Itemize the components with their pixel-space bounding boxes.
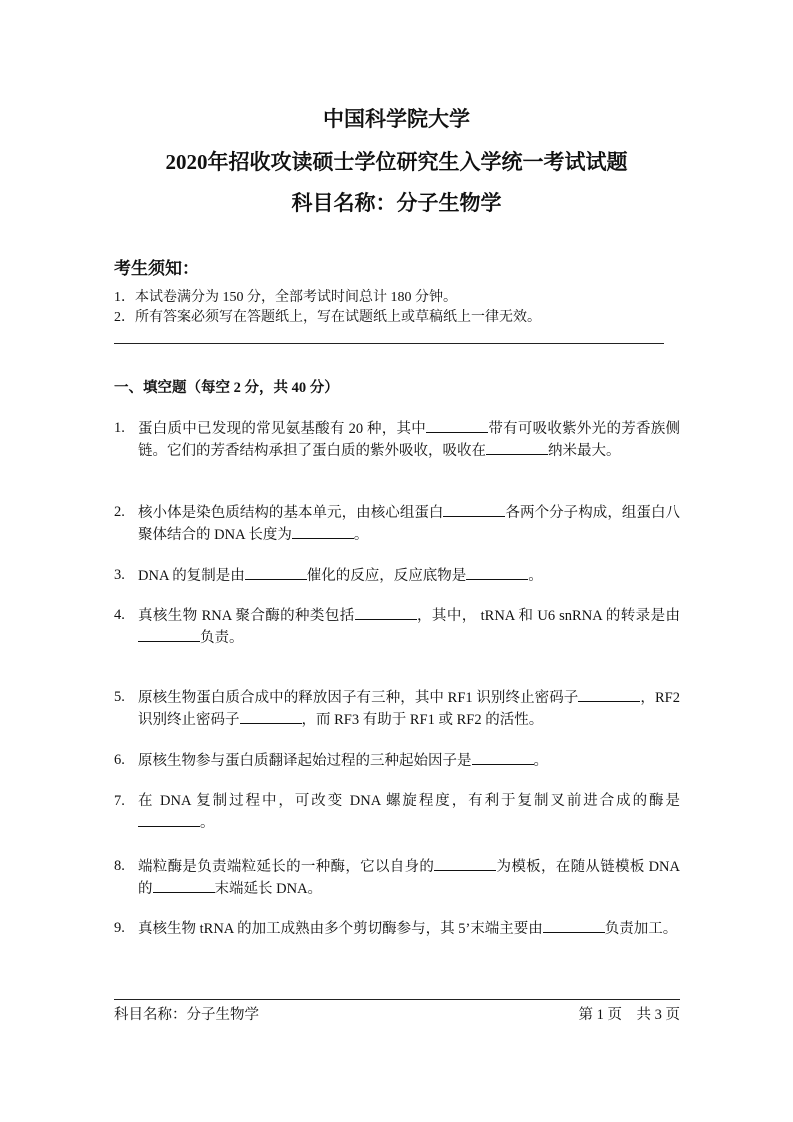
answer-blank <box>240 709 302 724</box>
question-number: 3. <box>114 567 125 583</box>
answer-blank <box>543 918 605 933</box>
question-segment: 真核生物 tRNA 的加工成熟由多个剪切酶参与，其 5’末端主要由 <box>138 921 543 937</box>
question-segment: 。 <box>528 568 543 584</box>
question-segment: ，RF2 识别终止密码子 <box>138 690 680 728</box>
question-segment: 催化的反应，反应底物是 <box>306 568 467 584</box>
question-segment: 负责加工。 <box>604 921 678 937</box>
question-segment: 核小体是染色质结构的基本单元，由核心组蛋白 <box>138 505 444 521</box>
question-4 <box>114 605 680 649</box>
question-number: 1. <box>114 420 125 436</box>
question-segment: 。 <box>200 815 215 831</box>
answer-blank <box>472 750 534 765</box>
question-segment: 各两个分子构成，组蛋白八聚体结合的 DNA 长度为 <box>138 505 680 543</box>
answer-blank <box>292 524 354 539</box>
subject-title: 科目名称：分子生物学 <box>291 191 502 215</box>
question-segment: 蛋白质中已发现的常见氨基酸有 20 种，其中 <box>138 421 427 437</box>
question-number: 9. <box>114 920 125 936</box>
instruction-item: 1．本试卷满分为 150 分，全部考试时间总计 180 分钟。 <box>114 290 457 305</box>
question-text <box>138 687 680 731</box>
question-text <box>138 565 680 587</box>
question-segment: 真核生物 RNA 聚合酶的种类包括 <box>138 608 355 624</box>
answer-blank <box>355 605 417 620</box>
answer-blank <box>245 565 307 580</box>
question-segment: 。 <box>353 527 369 543</box>
question-segment: 带有可吸收紫外光的芳香族侧链。它们的芳香结构承担了蛋白质的紫外吸收，吸收在 <box>138 421 681 459</box>
question-text <box>138 750 680 772</box>
answer-blank <box>138 627 200 642</box>
question-segment: 。 <box>533 753 548 769</box>
section-heading: 一、填空题（每空 2 分，共 40 分） <box>114 380 339 396</box>
instructions-heading: 考生须知： <box>114 259 199 278</box>
question-9 <box>114 918 680 940</box>
question-text <box>138 502 680 546</box>
question-7 <box>114 791 680 834</box>
answer-blank <box>443 502 505 517</box>
question-2 <box>114 502 680 546</box>
question-segment: 末端延长 DNA。 <box>214 881 323 897</box>
question-text <box>138 791 680 834</box>
answer-blank <box>153 878 215 893</box>
answer-blank <box>426 418 488 433</box>
question-segment: DNA 的复制是由 <box>138 568 245 584</box>
question-text <box>138 605 680 649</box>
question-segment: 纳米最大。 <box>548 443 621 459</box>
answer-blank <box>486 440 548 455</box>
question-segment: 端粒酶是负责端粒延长的一种酶，它以自身的 <box>138 859 435 875</box>
question-segment: ，其中， tRNA 和 U6 snRNA 的转录是由 <box>416 608 680 624</box>
answer-blank <box>466 565 528 580</box>
question-3 <box>114 565 680 587</box>
answer-blank <box>138 812 200 827</box>
question-number: 5. <box>114 689 125 705</box>
question-segment: 原核生物参与蛋白质翻译起始过程的三种起始因子是 <box>138 753 472 769</box>
question-segment: 在 DNA 复制过程中，可改变 DNA 螺旋程度，有利于复制叉前进合成的酶是 <box>138 793 680 809</box>
institution-title: 中国科学院大学 <box>323 107 470 131</box>
question-text <box>138 418 680 462</box>
divider <box>114 343 664 344</box>
question-number: 6. <box>114 752 125 768</box>
footer-page-number: 第 1 页 共 3 页 <box>578 1007 680 1023</box>
question-number: 8. <box>114 858 125 874</box>
question-number: 4. <box>114 607 125 623</box>
exam-title: 2020年招收攻读硕士学位研究生入学统一考试试题 <box>165 150 628 174</box>
question-text <box>138 856 680 900</box>
question-text <box>138 918 680 940</box>
question-number: 7. <box>114 793 125 809</box>
question-segment: 为模板，在随从链模板 DNA 的 <box>138 859 681 897</box>
answer-blank <box>578 687 640 702</box>
question-6 <box>114 750 680 772</box>
instruction-item: 2．所有答案必须写在答题纸上，写在试题纸上或草稿纸上一律无效。 <box>114 310 541 325</box>
footer-divider <box>114 999 680 1000</box>
footer-subject: 科目名称：分子生物学 <box>114 1007 259 1023</box>
question-segment: ，而 RF3 有助于 RF1 或 RF2 的活性。 <box>301 712 544 728</box>
question-number: 2. <box>114 504 125 520</box>
question-segment: 负责。 <box>200 630 244 646</box>
question-5 <box>114 687 680 731</box>
answer-blank <box>434 856 496 871</box>
question-1 <box>114 418 680 462</box>
question-segment: 原核生物蛋白质合成中的释放因子有三种，其中 RF1 识别终止密码子 <box>138 690 579 706</box>
question-8 <box>114 856 680 900</box>
